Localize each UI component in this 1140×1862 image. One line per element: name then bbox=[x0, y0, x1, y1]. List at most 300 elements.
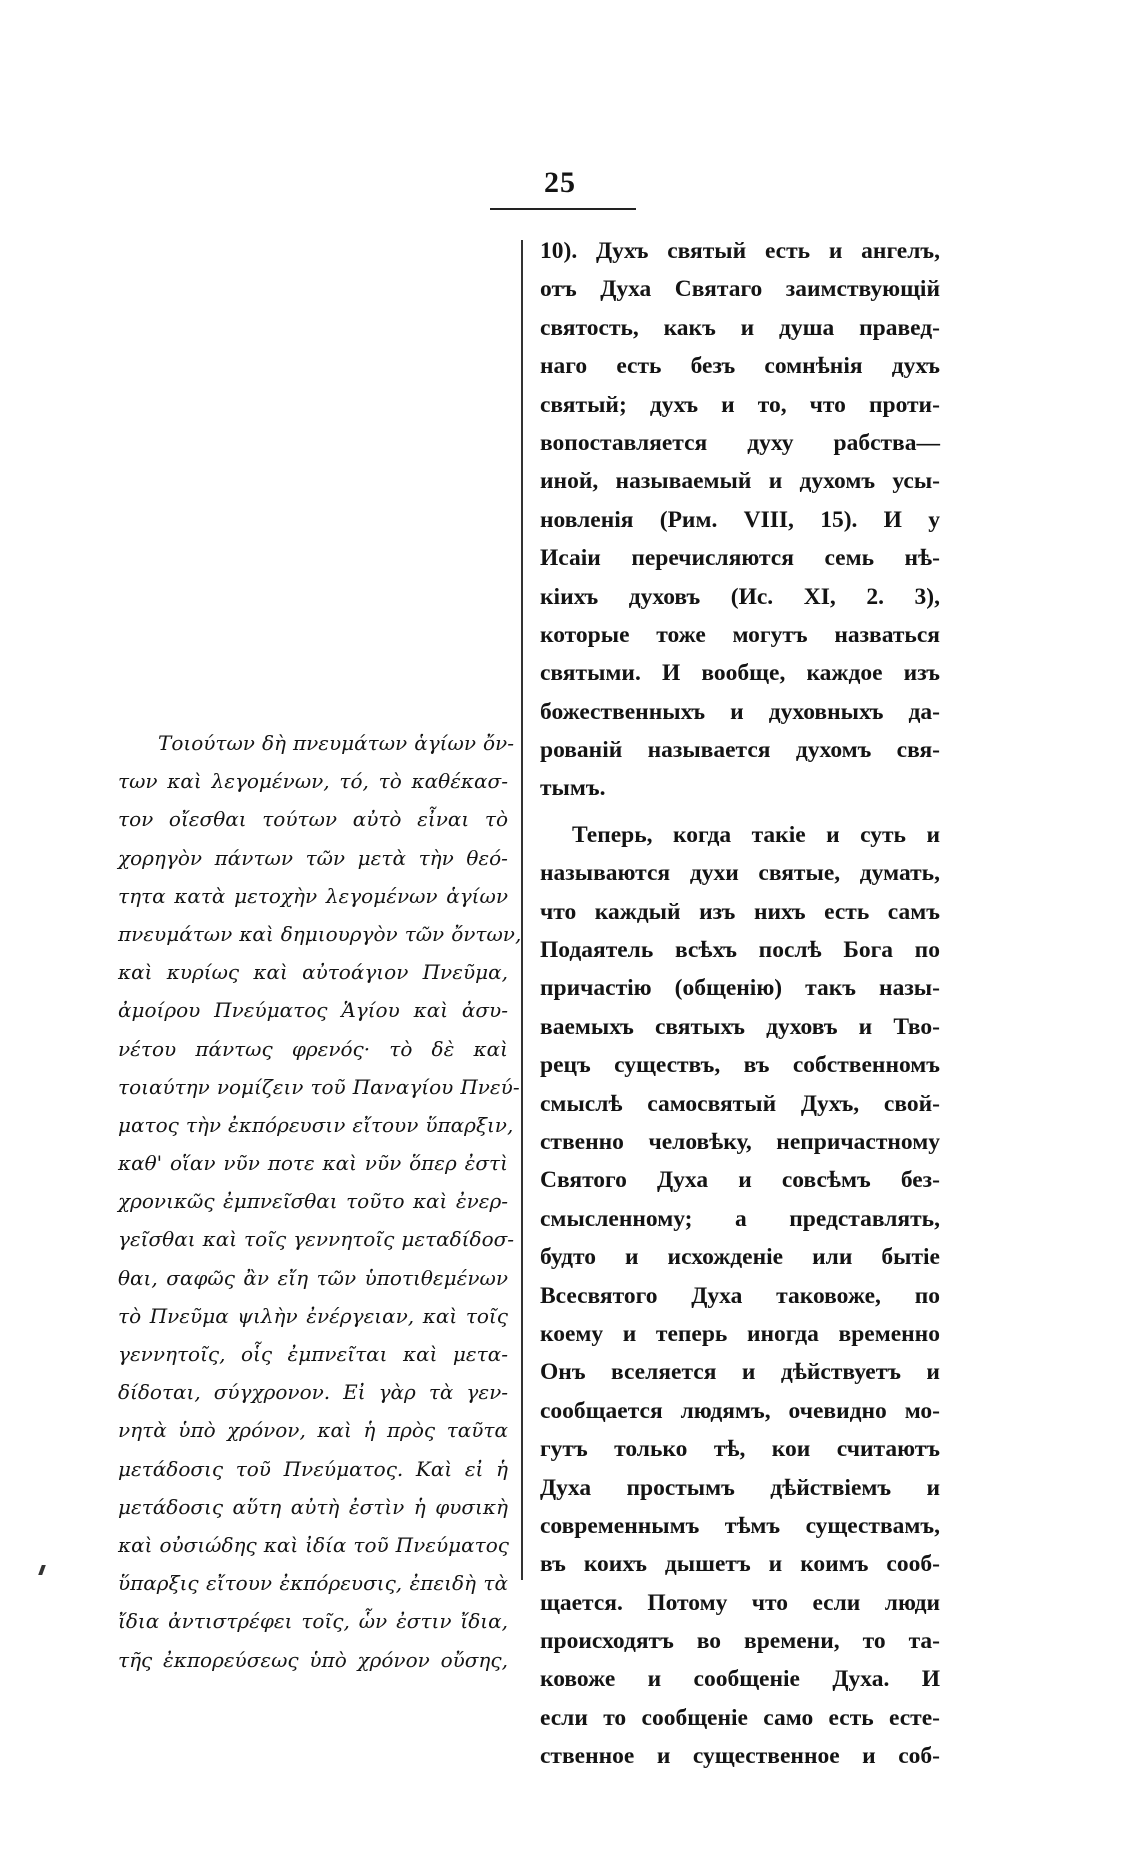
word: по bbox=[914, 937, 940, 964]
word: Духа bbox=[540, 1474, 592, 1501]
word: λεγομένων bbox=[325, 883, 438, 908]
word: людямъ, bbox=[680, 1397, 771, 1424]
word: тоже bbox=[656, 621, 706, 648]
word: αὐτὴ bbox=[290, 1494, 340, 1519]
word: Духа bbox=[600, 276, 652, 303]
word: будто bbox=[540, 1244, 596, 1271]
greek-text-line bbox=[118, 953, 508, 991]
word: οἷς bbox=[240, 1342, 273, 1366]
word: человѣку, bbox=[648, 1128, 752, 1155]
russian-paragraph-2-line bbox=[540, 1123, 940, 1161]
word: γὰρ bbox=[378, 1380, 416, 1405]
greek-text-line bbox=[118, 762, 508, 800]
word: μετα- bbox=[452, 1342, 508, 1366]
word: Теперь, bbox=[572, 821, 653, 848]
russian-paragraph-2-line bbox=[540, 1046, 940, 1084]
russian-paragraph-2-line bbox=[540, 1353, 940, 1391]
word: τὴν bbox=[418, 845, 454, 870]
word: ὅπερ bbox=[409, 1151, 457, 1176]
word: таковоже, bbox=[776, 1282, 881, 1309]
russian-paragraph-2-line bbox=[540, 1660, 940, 1698]
word: и bbox=[926, 1474, 940, 1501]
word: духу bbox=[747, 429, 794, 456]
word: ковоже bbox=[540, 1666, 616, 1693]
word: отъ bbox=[540, 276, 577, 303]
word: сомнѣнія bbox=[764, 353, 863, 380]
word: τοῖς bbox=[465, 1303, 508, 1328]
word: καὶ bbox=[402, 1342, 438, 1366]
word: 3), bbox=[914, 583, 940, 610]
word: 15). bbox=[820, 506, 858, 533]
word: такіе bbox=[751, 821, 806, 848]
word: И bbox=[883, 506, 902, 533]
word: вселяется bbox=[610, 1359, 717, 1386]
word: τον bbox=[118, 807, 154, 832]
word: происходятъ bbox=[540, 1628, 674, 1655]
word: какъ bbox=[663, 314, 716, 341]
word: Исаіи bbox=[540, 545, 601, 572]
word: семь bbox=[824, 545, 875, 572]
word: кіихъ bbox=[540, 583, 599, 610]
word: и bbox=[926, 821, 940, 848]
word: рованій bbox=[540, 737, 623, 764]
word: ἀμοίρου bbox=[118, 998, 201, 1023]
word: πρὸς bbox=[386, 1418, 436, 1443]
word: свой- bbox=[883, 1090, 940, 1117]
word: θεό- bbox=[466, 845, 508, 870]
word: смыслѣ bbox=[540, 1090, 623, 1117]
word: ἡ bbox=[413, 1494, 426, 1519]
word: Πνεύματος bbox=[395, 1532, 509, 1557]
greek-text-line bbox=[118, 1641, 508, 1679]
greek-text-line bbox=[118, 1564, 508, 1602]
word: есть bbox=[764, 238, 811, 264]
word: Святого bbox=[540, 1167, 627, 1194]
word: называются bbox=[540, 860, 671, 887]
word: считаютъ bbox=[836, 1436, 940, 1463]
word: современнымъ bbox=[540, 1512, 700, 1539]
word: ἀσυ- bbox=[461, 998, 508, 1023]
word: и bbox=[656, 1743, 671, 1770]
word: то bbox=[862, 1628, 886, 1655]
word: щается. bbox=[540, 1589, 623, 1616]
word: теперь bbox=[655, 1320, 728, 1347]
word: καὶ bbox=[118, 960, 153, 985]
word: Παναγίου bbox=[352, 1074, 454, 1099]
word: есть bbox=[828, 1704, 874, 1731]
word: ἁγίων bbox=[414, 731, 476, 755]
word: святые, bbox=[758, 860, 841, 887]
russian-paragraph-2-line bbox=[540, 1507, 940, 1545]
word: послѣ bbox=[758, 937, 822, 964]
word: Πνεύματος bbox=[214, 998, 328, 1023]
word: δημιουργὸν bbox=[280, 921, 398, 946]
russian-paragraph-1-line bbox=[540, 424, 940, 462]
greek-text-line bbox=[118, 1526, 508, 1564]
russian-paragraph-1-line bbox=[540, 270, 940, 308]
word: иногда bbox=[746, 1320, 819, 1347]
word: ὑποτιθεμένων bbox=[364, 1265, 508, 1290]
word: если bbox=[812, 1589, 861, 1616]
word: τοῖς, bbox=[301, 1609, 350, 1634]
word: и bbox=[625, 1244, 639, 1271]
word: изъ bbox=[699, 898, 736, 925]
word: и bbox=[730, 698, 744, 725]
word: дѣйствіемъ bbox=[770, 1474, 892, 1501]
word: временно bbox=[838, 1320, 940, 1347]
russian-paragraph-1-line bbox=[540, 731, 940, 769]
word: καὶ bbox=[167, 769, 202, 794]
word: свя- bbox=[896, 737, 940, 764]
greek-column bbox=[118, 724, 522, 1679]
russian-paragraph-2-line bbox=[540, 1545, 940, 1583]
word: ταῦτα bbox=[446, 1418, 508, 1443]
word: γεν- bbox=[466, 1380, 508, 1405]
russian-paragraph-2-line bbox=[540, 816, 940, 854]
word: само bbox=[763, 1704, 814, 1731]
greek-text-line bbox=[118, 1144, 508, 1182]
word: αὐτὸ bbox=[352, 807, 402, 832]
word: καὶ bbox=[317, 1418, 352, 1443]
greek-text-line bbox=[118, 1182, 508, 1220]
word: только bbox=[614, 1436, 688, 1463]
word: самосвятый bbox=[647, 1090, 777, 1117]
word: душа bbox=[779, 314, 835, 341]
word: что bbox=[809, 391, 846, 418]
word: τὸ bbox=[378, 769, 402, 794]
word: Потому bbox=[647, 1589, 728, 1616]
word: тѣ, bbox=[713, 1436, 746, 1463]
word: есте- bbox=[889, 1704, 940, 1731]
word: когда bbox=[673, 821, 732, 848]
word: нѣ- bbox=[904, 545, 940, 572]
russian-paragraph-2-line bbox=[540, 893, 940, 931]
word: перечисляются bbox=[631, 545, 794, 572]
greek-text-line bbox=[118, 839, 508, 877]
word: каждый bbox=[594, 898, 681, 925]
word: σύγχρονον. bbox=[213, 1380, 331, 1405]
word: καὶ bbox=[118, 1532, 153, 1557]
word: δὴ bbox=[261, 731, 286, 755]
word: ὑπὸ bbox=[309, 1647, 347, 1672]
word: та- bbox=[908, 1628, 940, 1655]
word: τὰ bbox=[428, 1380, 454, 1405]
word: καὶ bbox=[263, 1532, 299, 1557]
word: Πνεῦμα, bbox=[422, 960, 508, 985]
word: ὧν bbox=[358, 1609, 388, 1634]
word: заимствующій bbox=[785, 276, 940, 303]
word: коимъ bbox=[800, 1551, 869, 1578]
word: τῶν bbox=[316, 1265, 357, 1290]
word: θαι, bbox=[118, 1265, 158, 1290]
word: рабства— bbox=[833, 429, 940, 456]
greek-text-line bbox=[118, 724, 514, 762]
word: и bbox=[740, 314, 755, 341]
word: что bbox=[540, 898, 577, 925]
word: ὕπαρξιν, bbox=[425, 1112, 514, 1137]
word: Πνεύματος. bbox=[283, 1456, 404, 1481]
word: τὸ bbox=[484, 807, 508, 832]
russian-paragraph-1-line bbox=[540, 309, 940, 347]
word: люди bbox=[884, 1589, 940, 1616]
word: γεννητοῖς, bbox=[118, 1342, 226, 1366]
greek-text-line bbox=[118, 1220, 515, 1258]
word: сообщеніе bbox=[641, 1704, 748, 1731]
word: ἡ bbox=[363, 1418, 376, 1443]
word: ственное bbox=[540, 1743, 635, 1770]
greek-text-line bbox=[118, 1030, 508, 1068]
word: τῆς bbox=[118, 1647, 153, 1672]
word: Духъ bbox=[595, 238, 649, 264]
word: назваться bbox=[834, 621, 940, 648]
word: существамъ, bbox=[805, 1512, 940, 1539]
word: святыхъ bbox=[654, 1013, 745, 1040]
word: духовныхъ bbox=[768, 698, 884, 725]
word: πάντως bbox=[195, 1036, 273, 1061]
word: непричастному bbox=[776, 1128, 940, 1155]
word: Καὶ bbox=[415, 1456, 453, 1481]
greek-text-line bbox=[118, 1488, 508, 1526]
russian-paragraph-2-line bbox=[540, 854, 940, 892]
word: И bbox=[921, 1666, 940, 1693]
word: смысленному; bbox=[540, 1205, 693, 1232]
russian-paragraph-2-line bbox=[540, 931, 940, 969]
word: коему bbox=[540, 1320, 604, 1347]
word: и bbox=[862, 1743, 876, 1770]
word: ἐπειδὴ bbox=[409, 1571, 477, 1596]
word: собственномъ bbox=[792, 1052, 940, 1079]
russian-paragraph-2-line bbox=[540, 1161, 940, 1199]
word: πνευμάτων bbox=[292, 731, 408, 755]
greek-text-line bbox=[118, 915, 522, 953]
word: новленія bbox=[540, 506, 634, 533]
word: назы- bbox=[879, 975, 940, 1002]
word: ἐκπορεύσεως bbox=[163, 1647, 299, 1672]
word: Ἁγίου bbox=[341, 998, 400, 1023]
word: ποτε bbox=[267, 1151, 315, 1176]
word: εἴη bbox=[277, 1265, 309, 1290]
word: καθέκασ- bbox=[411, 769, 508, 794]
word: τὸ bbox=[118, 1303, 142, 1328]
word: существъ, bbox=[614, 1052, 721, 1079]
word: κατὰ bbox=[174, 883, 226, 908]
word: бытіе bbox=[881, 1244, 940, 1271]
russian-paragraph-2-line bbox=[540, 1622, 940, 1660]
word: οἴεσθαι bbox=[168, 807, 247, 832]
word: и bbox=[647, 1666, 662, 1693]
greek-text-line bbox=[118, 991, 508, 1029]
word: μετὰ bbox=[357, 845, 406, 870]
word: представлять, bbox=[789, 1205, 940, 1232]
word: да- bbox=[908, 698, 940, 725]
word: и bbox=[768, 1551, 783, 1578]
word: Святаго bbox=[674, 276, 763, 303]
word: (общенію) bbox=[674, 975, 783, 1002]
word: ἐστὶν bbox=[348, 1494, 405, 1519]
word: духъ bbox=[891, 353, 940, 380]
word: κυρίως bbox=[166, 960, 240, 985]
word: τοῦ bbox=[310, 1074, 346, 1099]
word: у bbox=[928, 506, 940, 533]
word: χρονικῶς bbox=[118, 1189, 215, 1214]
word: ἐνερ- bbox=[455, 1189, 508, 1214]
word: и bbox=[768, 468, 783, 495]
russian-paragraph-2-line bbox=[540, 1699, 940, 1737]
word: по bbox=[914, 1282, 940, 1309]
word: εἴτουν bbox=[206, 1571, 273, 1596]
word: Духъ, bbox=[800, 1090, 860, 1117]
word: νητὰ bbox=[118, 1418, 167, 1443]
word: τοῦτο bbox=[346, 1189, 405, 1214]
word: 10). bbox=[540, 238, 578, 264]
word: ἐμπνεῖται bbox=[287, 1342, 388, 1366]
word: существенное bbox=[692, 1743, 840, 1770]
word: въ bbox=[743, 1052, 770, 1079]
word: духъ bbox=[649, 391, 699, 418]
word: τοιαύτην bbox=[118, 1074, 210, 1099]
word: τούτων bbox=[262, 807, 338, 832]
word: εἶναι bbox=[417, 807, 470, 832]
word: καὶ bbox=[412, 1189, 448, 1214]
word: χρόνον, bbox=[227, 1418, 306, 1443]
word: φυσικὴ bbox=[435, 1494, 508, 1519]
word: τοῦ bbox=[235, 1456, 271, 1481]
word: Духа. bbox=[832, 1666, 890, 1693]
word: мо- bbox=[904, 1397, 940, 1424]
column-divider bbox=[521, 240, 523, 1580]
word: Тво- bbox=[893, 1013, 940, 1040]
word: ἴδια, bbox=[460, 1609, 508, 1634]
word: καθ' bbox=[118, 1151, 163, 1176]
word: οὐσιώδης bbox=[159, 1532, 257, 1557]
word: καὶ bbox=[473, 1036, 508, 1061]
word: νῦν bbox=[223, 1151, 260, 1176]
word: сообщеніе bbox=[693, 1666, 800, 1693]
word: ματος bbox=[118, 1112, 179, 1137]
word: ἁγίων bbox=[446, 883, 508, 908]
word: ὄντων, bbox=[451, 921, 522, 946]
word: правед- bbox=[859, 314, 940, 341]
word: духомъ bbox=[799, 468, 876, 495]
russian-paragraph-2-line bbox=[540, 1315, 940, 1353]
word: называемый bbox=[615, 468, 752, 495]
word: καὶ bbox=[413, 998, 449, 1023]
word: то bbox=[603, 1704, 627, 1731]
word: τοῦ bbox=[353, 1532, 389, 1557]
word: всѣхъ bbox=[674, 937, 738, 964]
russian-paragraph-2-line bbox=[540, 969, 940, 1007]
word: Πνεύ- bbox=[460, 1074, 520, 1099]
word: совсѣмъ bbox=[781, 1167, 871, 1194]
page-number-rule bbox=[490, 208, 636, 210]
word: сооб- bbox=[886, 1551, 940, 1578]
greek-text-line bbox=[118, 1411, 508, 1449]
russian-paragraph-2-line bbox=[540, 1200, 940, 1238]
word: Εἰ bbox=[343, 1380, 366, 1405]
word: σαφῶς bbox=[166, 1265, 235, 1290]
greek-text-line bbox=[118, 1068, 520, 1106]
russian-paragraph-2-line bbox=[540, 1238, 940, 1276]
word: γεννητοῖς bbox=[293, 1227, 395, 1252]
word: святый bbox=[667, 238, 747, 264]
greek-text-line bbox=[118, 1450, 508, 1488]
word: ἐκπόρευσιν bbox=[228, 1112, 346, 1137]
word: τῶν bbox=[404, 921, 445, 946]
word: ваемыхъ bbox=[540, 1013, 634, 1040]
word: ὕπαρξις bbox=[118, 1571, 199, 1596]
word: вопоставляется bbox=[540, 429, 708, 456]
word: τό, bbox=[339, 769, 369, 794]
russian-paragraph-2-line bbox=[540, 1584, 940, 1622]
word: ἐνέργειαν, bbox=[306, 1303, 415, 1328]
word: ὑπὸ bbox=[178, 1418, 216, 1443]
word: гутъ bbox=[540, 1436, 588, 1463]
word: тѣмъ bbox=[724, 1512, 781, 1539]
word: очевидно bbox=[788, 1397, 887, 1424]
word: божественныхъ bbox=[540, 698, 706, 725]
word: есть bbox=[824, 898, 870, 925]
word: духи bbox=[689, 860, 739, 887]
word: и bbox=[738, 1167, 752, 1194]
word: самъ bbox=[887, 898, 940, 925]
word: μεταδίδοσ- bbox=[401, 1227, 515, 1252]
word: VIII, bbox=[743, 506, 794, 533]
word: ἂν bbox=[243, 1265, 270, 1290]
word: святость, bbox=[540, 314, 639, 341]
word: суть bbox=[860, 821, 906, 848]
word: ангелъ, bbox=[861, 238, 940, 264]
word: πνευμάτων bbox=[118, 921, 233, 946]
russian-column bbox=[540, 232, 940, 1776]
word: ἐστιν bbox=[396, 1609, 452, 1634]
word: кои bbox=[771, 1436, 811, 1463]
word: исхожденіе bbox=[667, 1244, 784, 1271]
word: и bbox=[926, 1359, 940, 1386]
russian-paragraph-2-line bbox=[540, 1008, 940, 1046]
word: φρενός· bbox=[291, 1036, 371, 1061]
word: ἐστὶ bbox=[464, 1151, 508, 1176]
word: и bbox=[741, 1359, 756, 1386]
word: вообще, bbox=[701, 660, 786, 687]
word: πάντων bbox=[214, 845, 293, 870]
word: οἵαν bbox=[170, 1151, 216, 1176]
word: рецъ bbox=[540, 1052, 591, 1079]
word: без- bbox=[900, 1167, 940, 1194]
word: καὶ bbox=[322, 1151, 357, 1176]
word: тымъ. bbox=[540, 775, 606, 802]
russian-paragraph-1-line bbox=[540, 232, 940, 270]
russian-paragraph-2-line bbox=[540, 1737, 940, 1775]
word: называется bbox=[647, 737, 771, 764]
russian-paragraph-2-line bbox=[540, 1430, 940, 1468]
russian-paragraph-1-line bbox=[540, 501, 940, 539]
russian-paragraph-2-line bbox=[540, 1085, 940, 1123]
word: τὰ bbox=[483, 1571, 508, 1596]
russian-paragraph-1-line bbox=[540, 769, 940, 807]
word: εἰ bbox=[464, 1456, 484, 1481]
page-number: 25 bbox=[544, 166, 576, 199]
word: духовъ bbox=[766, 1013, 838, 1040]
word: соб- bbox=[898, 1743, 940, 1770]
word: μετοχὴν bbox=[234, 883, 318, 908]
word: иной, bbox=[540, 468, 599, 495]
word: и bbox=[828, 238, 843, 264]
word: И bbox=[661, 660, 681, 687]
word: что bbox=[751, 1589, 789, 1616]
word: есть bbox=[616, 353, 662, 380]
word: γεῖσθαι bbox=[118, 1227, 196, 1252]
word: ψιλὴν bbox=[237, 1303, 298, 1328]
